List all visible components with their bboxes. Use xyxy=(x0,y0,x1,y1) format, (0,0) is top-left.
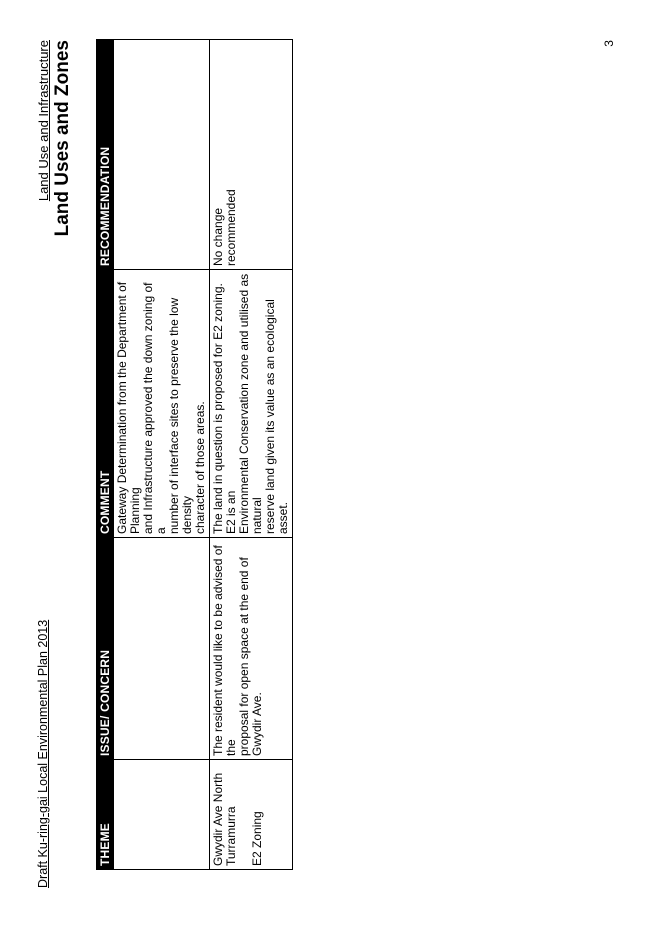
comment-line: and Infrastructure approved the down zoning of a xyxy=(141,282,168,534)
issue-line: Gwydir Ave. xyxy=(250,692,264,756)
comment-line: reserve land given its value as an ecological asset. xyxy=(263,299,290,534)
section-subtitle: Land Use and Infrastructure xyxy=(36,40,51,202)
document-title: Draft Ku-ring-gai Local Environmental Plan 2013 xyxy=(36,619,50,888)
table-row xyxy=(210,40,293,870)
cell-recommendation xyxy=(210,40,293,270)
cell-comment xyxy=(114,270,210,538)
comment-line: character of those areas. xyxy=(193,401,207,534)
submissions-table xyxy=(96,39,293,870)
cell-theme xyxy=(114,760,210,870)
theme-line: Turramurra xyxy=(224,806,238,866)
cell-theme xyxy=(210,760,293,870)
theme-zoning-label: E2 Zoning xyxy=(250,811,264,866)
theme-line: Gwydir Ave North xyxy=(211,772,225,866)
comment-line: The land in question is proposed for E2 zoning. E2 is an xyxy=(211,283,238,534)
section-header xyxy=(36,40,74,236)
comment-line: Environmental Conservation zone and utilised as natural xyxy=(237,273,264,534)
cell-issue xyxy=(210,538,293,760)
cell-recommendation xyxy=(114,40,210,270)
issue-line: proposal for open space at the end of xyxy=(237,557,251,756)
issue-line: The resident would like to be advised of the xyxy=(211,545,238,756)
comment-line: number of interface sites to preserve the low density xyxy=(167,297,194,534)
page-number: 3 xyxy=(602,40,616,47)
comment-line: Gateway Determination from the Department of Planning xyxy=(115,281,142,534)
column-header-theme: THEME xyxy=(97,760,114,870)
table-row xyxy=(114,40,210,870)
table-header-row xyxy=(97,40,114,870)
recommendation-line: No change xyxy=(211,207,225,266)
recommendation-line: recommended xyxy=(224,189,238,266)
cell-comment xyxy=(210,270,293,538)
section-title: Land Uses and Zones xyxy=(52,40,73,237)
column-header-issue: ISSUE/ CONCERN xyxy=(97,538,114,760)
column-header-recommendation: RECOMMENDATION xyxy=(97,40,114,270)
cell-issue xyxy=(114,538,210,760)
column-header-comment: COMMENT xyxy=(97,270,114,538)
